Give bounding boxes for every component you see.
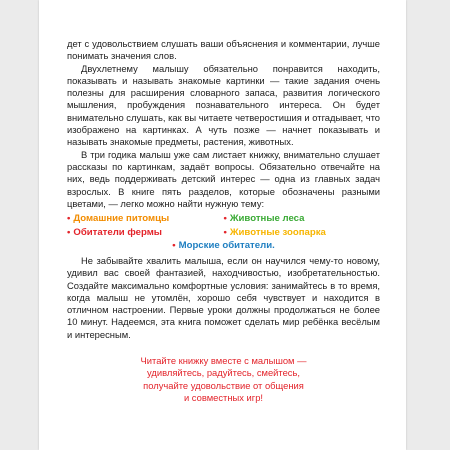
theme-row — [67, 212, 380, 226]
paragraph-praise: Не забывайте хвалить малыша, если он научился чему-то новому, удивил вас своей фантазией, находчивостью, изобретательностью. Создайте максимально комфортные условия: занимайтесь в то время, когда малыш не утомлён, хорошо себя чувствует и находится в отличном настроении. Первые уроки должны продолжаться не более 10 минут. Надеемся, эта книга поможет сделать мир ребёнка весёлым и интересным. — [67, 254, 380, 340]
paragraph-three-years: В три годика малыш уже сам листает книжку, внимательно слушает рассказы по картинкам, задаёт вопросы. Обязательно отвечайте на них, ведь поддерживать детский интерес — одна из главных задач взрослых. В книге пять разделов, которые обозначены разными цветами, — легко можно найти нужную тему: — [67, 148, 380, 209]
closing-line: получайте удовольствие от общения — [143, 379, 304, 391]
theme-label: Морские обитатели. — [178, 240, 275, 252]
book-page — [39, 0, 406, 450]
theme-label: Обитатели фермы — [73, 226, 162, 238]
section-theme-list — [67, 212, 380, 253]
paragraph-two-years: Двухлетнему малышу обязательно понравится находить, показывать и называть знакомые картинки — такие задания очень полезны для расширения словарного запаса, развития логического мышления, пробуждения познавательного интереса. Он будет внимательно слушать, как вы читаете четверостишия и отгадывает, что изображено на картинках. А чуть позже — начнет показывать и называть знакомые предметы, растения, животных. — [67, 62, 380, 148]
bullet-icon: • — [223, 226, 227, 238]
page-text — [67, 38, 380, 404]
theme-row — [67, 226, 380, 240]
closing-line: и совместных игр! — [183, 391, 264, 403]
theme-label: Животные зоопарка — [229, 226, 326, 238]
theme-item — [67, 226, 224, 240]
closing-line: удивляйтесь, радуйтесь, смейтесь, — [147, 367, 300, 379]
bullet-icon: • — [67, 226, 71, 238]
closing-message — [67, 355, 380, 404]
bullet-icon: • — [223, 213, 227, 225]
theme-item — [224, 212, 381, 226]
theme-item — [67, 212, 224, 226]
theme-row — [67, 239, 380, 253]
theme-label: Домашние питомцы — [73, 213, 170, 225]
closing-line: Читайте книжку вместе с малышом — — [140, 355, 307, 367]
paragraph-intro: дет с удовольствием слушать ваши объяснения и комментарии, лучше понимать значения слов. — [67, 38, 380, 62]
theme-item — [172, 239, 275, 253]
bullet-icon: • — [172, 240, 176, 252]
theme-item — [224, 226, 381, 240]
theme-label: Животные леса — [229, 213, 305, 225]
bullet-icon: • — [67, 213, 71, 225]
